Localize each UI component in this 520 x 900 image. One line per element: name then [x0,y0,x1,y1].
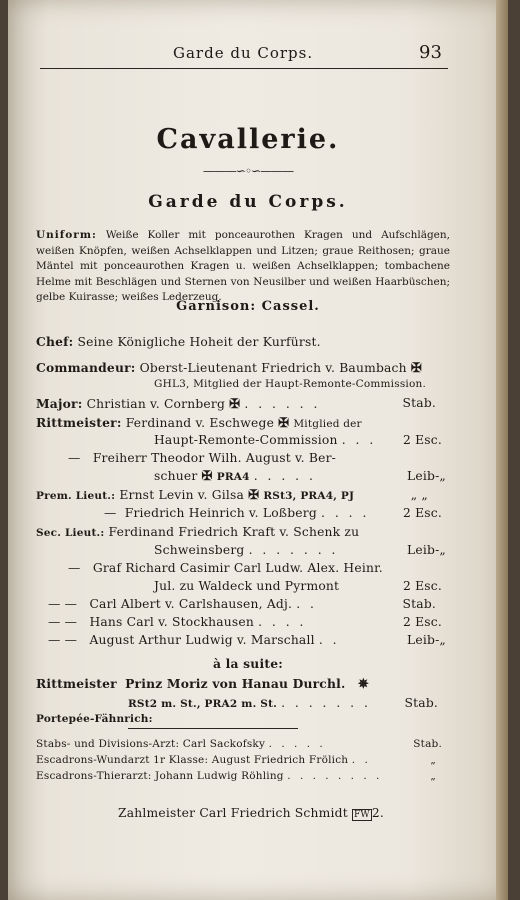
second-name: Graf Richard Casimir Carl Ludw. Alex. Heinr. [92,561,383,575]
commandeur-label: Commandeur: [36,360,136,375]
rittmeister-commission: Haupt-Remonte-Commission [154,433,338,447]
rittmeister-note: Leib-„ [407,469,446,483]
a-la-suite-line-2 [128,696,371,710]
chef-text: Seine Königliche Hoheit der Kurfürst. [77,335,321,349]
second-line-4: Jul. zu Waldeck und Pyrmont [154,579,340,593]
official-note: „ [430,770,436,782]
second-note: Stab. [402,597,436,611]
running-title: Garde du Corps. [173,44,314,62]
order-cross-icon: ✠ [248,488,260,503]
official-text: Escadrons-Thierarzt: Johann Ludwig Röhling [36,770,284,782]
commandeur-line-1 [36,360,422,376]
order-abbrev-boxed: FW [353,810,370,820]
leader-dots: . . . . . . . . [287,770,383,782]
leader-dots: . . [351,754,371,766]
ditto-dash: — — [48,633,78,647]
second-name: Carl Albert v. Carlshausen, Adj. [89,597,293,611]
second-note: Leib-„ [407,543,446,557]
second-name-cont: Schweinsberg [154,543,245,557]
ditto-dash: — [68,451,81,465]
ditto-dash: — — [48,615,78,629]
ornament-divider: ———∽◦∽——— [202,164,294,178]
second-line-1 [36,525,359,539]
premier-note: 2 Esc. [402,506,442,520]
ditto-dash: — — [48,597,78,611]
official-line-3 [36,770,382,782]
order-abbrev: RSt3, PRA4, PJ [263,490,355,502]
order-cross-icon: ✠ [201,469,213,484]
official-note: „ [430,754,436,766]
chef-line [36,334,321,349]
uniform-label: Uniform: [36,229,97,241]
rittmeister-line-3 [68,451,336,465]
page-edge [496,0,508,900]
leader-dots: . . [296,597,317,611]
second-note: Leib-„ [407,633,446,647]
rittmeister-name: Ferdinand v. Eschwege [125,416,275,430]
leader-dots: . . . . [258,615,307,629]
a-la-suite-note: Stab. [404,696,438,710]
section-title: Cavallerie. [156,124,340,155]
second-label: Sec. Lieut.: [36,527,105,539]
second-note: 2 Esc. [402,615,442,629]
second-name: Ferdinand Friedrich Kraft v. Schenk zu [108,525,360,539]
portepee-label: Portepée-Fähnrich: [36,713,153,725]
second-line-2 [154,543,338,557]
second-line-5 [48,597,317,611]
major-line [36,396,320,412]
rittmeister-line-2 [154,433,376,447]
commandeur-line-2: GHL3, Mitglied der Haupt-Remonte-Commission. [154,378,426,390]
leader-dots: . . [318,633,340,647]
official-note: Stab. [413,738,442,750]
order-cross-icon: ✠ [229,397,241,412]
premier-line-2 [104,506,369,520]
premier-name: Friedrich Heinrich v. Loßberg [124,506,317,520]
leader-dots: . . . . . . [244,397,321,411]
second-name: August Arthur Ludwig v. Marschall [89,633,315,647]
major-note: Stab. [402,396,436,410]
a-la-suite-label: Rittmeister [36,676,117,691]
premier-note: „ „ [410,488,428,502]
order-abbrev: PRA4 [216,471,250,483]
official-line-2 [36,754,371,766]
rittmeister-name: Freiherr Theodor Wilh. August v. Ber- [92,451,337,465]
leader-dots: . . . [341,433,377,447]
paymaster-suffix: 2. [371,806,384,820]
rittmeister-label: Rittmeister: [36,415,122,430]
section-rule [128,728,298,729]
order-cross-icon: ✠ [278,416,290,431]
uniform-paragraph [36,228,450,306]
major-name: Christian v. Cornberg [86,397,226,411]
uniform-text: Weiße Koller mit ponceaurothen Kragen und Aufschlägen, weißen Knöpfen, weißen Achselklappen und Litzen; graue Reithosen; graue Mäntel mit ponceaurothen Kragen u. weißen Achselklappen; tombachene Helme mit Beschlägen und Sternen von Neusilber und weißen Haarbüschen; gelbe Kuirasse; weißes Lederzeug. [36,229,450,304]
leader-dots: . . . . . . . [248,543,339,557]
premier-name: Ernst Levin v. Gilsa [119,488,245,502]
leader-dots: . . . . . [253,469,316,483]
a-la-suite-line-1 [36,676,369,692]
rittmeister-line-1 [36,415,362,431]
subsection-title: Garde du Corps. [148,192,348,212]
second-name: Hans Carl v. Stockhausen [89,615,254,629]
rittmeister-note-text: Mitglied der [293,418,362,430]
ditto-dash: — [68,561,81,575]
official-line-1 [36,738,326,750]
second-line-6 [48,615,306,629]
premier-line-1 [36,488,354,503]
header-rule [40,68,448,69]
rittmeister-line-4 [154,469,316,484]
premier-label: Prem. Lieut.: [36,490,116,502]
major-label: Major: [36,396,83,411]
rittmeister-name-cont: schuer [154,469,198,483]
commandeur-name: Oberst-Lieutenant Friedrich v. Baumbach [139,361,407,375]
leader-dots: . . . . . . . [281,696,371,710]
order-cross-icon: ✠ [410,361,422,376]
paymaster-text: Zahlmeister Carl Friedrich Schmidt [118,806,348,820]
official-text: Stabs- und Divisions-Arzt: Carl Sackofsky [36,738,266,750]
chef-label: Chef: [36,334,74,349]
leader-dots: . . . . . [268,738,326,750]
book-page [8,0,508,900]
second-note: 2 Esc. [402,579,442,593]
a-la-suite-heading: à la suite: [213,656,283,671]
garrison: Garnison: Cassel. [176,299,320,314]
rittmeister-note: 2 Esc. [402,433,442,447]
order-abbrev: RSt2 m. St., PRA2 m. St. [128,698,277,710]
leader-dots: . . . . [321,506,370,520]
second-line-3 [68,561,383,575]
order-star-icon: ✵ [357,677,369,692]
page-number: 93 [419,42,442,63]
official-text: Escadrons-Wundarzt 1r Klasse: August Friedrich Frölich [36,754,349,766]
ditto-dash: — [104,506,117,520]
paymaster-line [118,806,384,820]
a-la-suite-name: Prinz Moriz von Hanau Durchl. [125,676,346,691]
second-line-7 [48,633,340,647]
